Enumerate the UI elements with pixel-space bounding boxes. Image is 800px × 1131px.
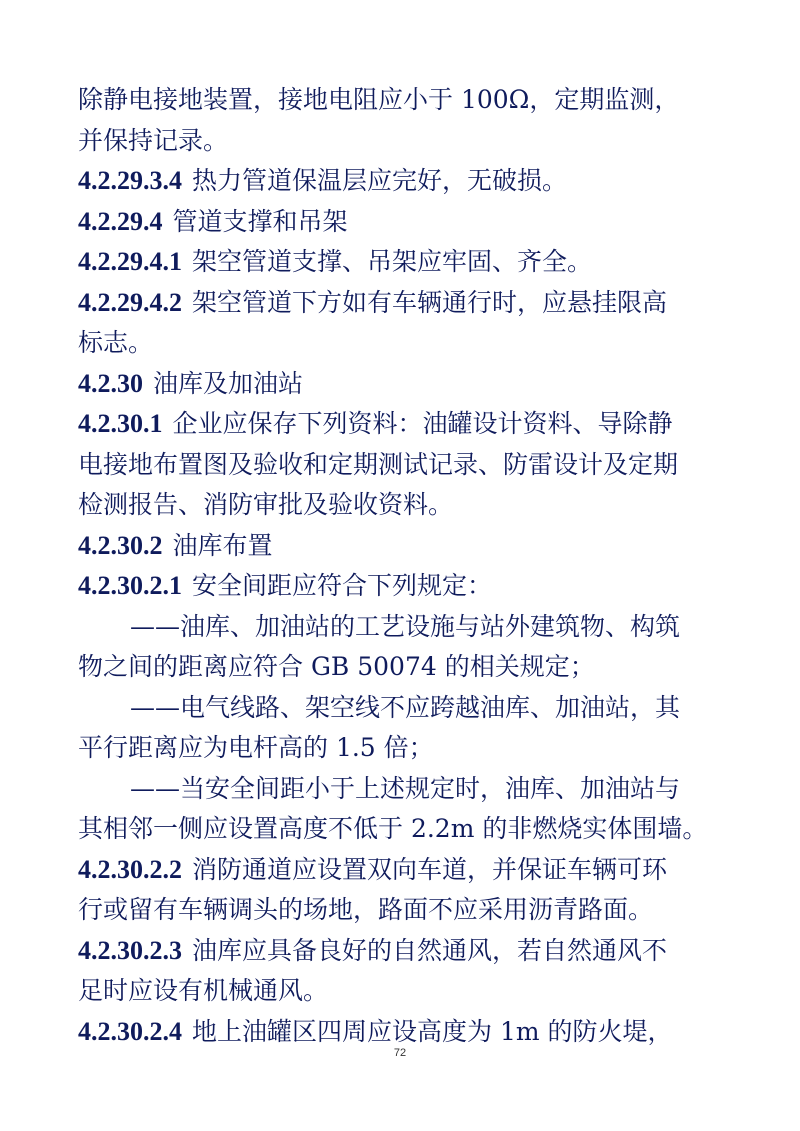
text-line [78, 688, 728, 729]
line-text: 标志。 [78, 328, 154, 357]
line-text: 油库应具备良好的自然通风，若自然通风不 [192, 935, 668, 965]
text-line [78, 121, 728, 162]
clause-number: 4.2.30.2 [78, 530, 163, 560]
text-line [78, 80, 728, 121]
line-text: 消防通道应设置双向车道，并保证车辆可环 [192, 854, 668, 884]
line-text: 物之间的距离应符合 GB 50074 的相关规定； [78, 652, 595, 681]
clause-number: 4.2.30.2.4 [78, 1016, 182, 1046]
line-text: 安全间距应符合下列规定： [192, 571, 493, 600]
clause-line [78, 242, 728, 283]
clause-line [78, 566, 728, 607]
clause-number: 4.2.30.2.2 [78, 854, 182, 884]
clause-line [78, 404, 728, 445]
line-text: 油库布置 [172, 530, 273, 560]
text-line [78, 809, 728, 850]
text-line [78, 485, 728, 526]
clause-number: 4.2.29.4 [78, 206, 163, 236]
text-line [78, 728, 728, 769]
text-line [78, 971, 728, 1012]
clause-line [78, 850, 728, 891]
clause-line [78, 1012, 728, 1053]
line-text: 地上油罐区四周应设高度为 1m 的防火堤， [192, 1016, 673, 1046]
clause-number: 4.2.29.4.2 [78, 287, 182, 317]
clause-line [78, 364, 728, 405]
clause-number: 4.2.30.2.1 [78, 571, 182, 600]
text-line [78, 890, 728, 931]
clause-number: 4.2.30.1 [78, 409, 163, 438]
clause-number: 4.2.29.3.4 [78, 166, 182, 195]
clause-line [78, 526, 728, 567]
clause-line [78, 161, 728, 202]
line-text: 平行距离应为电杆高的 1.5 倍； [78, 733, 434, 762]
line-text: 架空管道支撑、吊架应牢固、齐全。 [192, 247, 593, 276]
line-text: 油库及加油站 [153, 368, 304, 398]
clause-line [78, 283, 728, 324]
line-text: 行或留有车辆调头的场地，路面不应采用沥青路面。 [78, 895, 654, 924]
line-text: 电接地布置图及验收和定期测试记录、防雷设计及定期 [78, 449, 679, 479]
line-text: 架空管道下方如有车辆通行时，应悬挂限高 [192, 287, 668, 317]
line-text: 足时应设有机械通风。 [78, 976, 329, 1005]
line-text: 并保持记录。 [78, 125, 229, 155]
line-text: 热力管道保温层应完好，无破损。 [192, 166, 568, 195]
line-text: ——油库、加油站的工艺设施与站外建筑物、构筑 [130, 611, 681, 641]
line-text: 企业应保存下列资料：油罐设计资料、导除静 [172, 409, 673, 438]
line-text: 管道支撑和吊架 [172, 206, 348, 236]
clause-number: 4.2.30 [78, 368, 143, 398]
clause-number: 4.2.30.2.3 [78, 935, 182, 965]
clause-number: 4.2.29.4.1 [78, 247, 182, 276]
line-text: ——当安全间距小于上述规定时，油库、加油站与 [130, 773, 681, 803]
text-line [78, 323, 728, 364]
text-line [78, 607, 728, 648]
line-text: 检测报告、消防审批及验收资料。 [78, 490, 454, 519]
clause-line [78, 202, 728, 243]
text-line [78, 769, 728, 810]
clause-line [78, 931, 728, 972]
line-text: 其相邻一侧应设置高度不低于 2.2m 的非燃烧实体围墙。 [78, 814, 708, 843]
page-number: 72 [393, 1047, 407, 1059]
line-text: ——电气线路、架空线不应跨越油库、加油站，其 [130, 692, 681, 722]
text-line [78, 445, 728, 486]
line-text: 除静电接地装置，接地电阻应小于 100Ω，定期监测， [78, 85, 680, 114]
document-body [78, 80, 728, 1052]
text-line [78, 647, 728, 688]
